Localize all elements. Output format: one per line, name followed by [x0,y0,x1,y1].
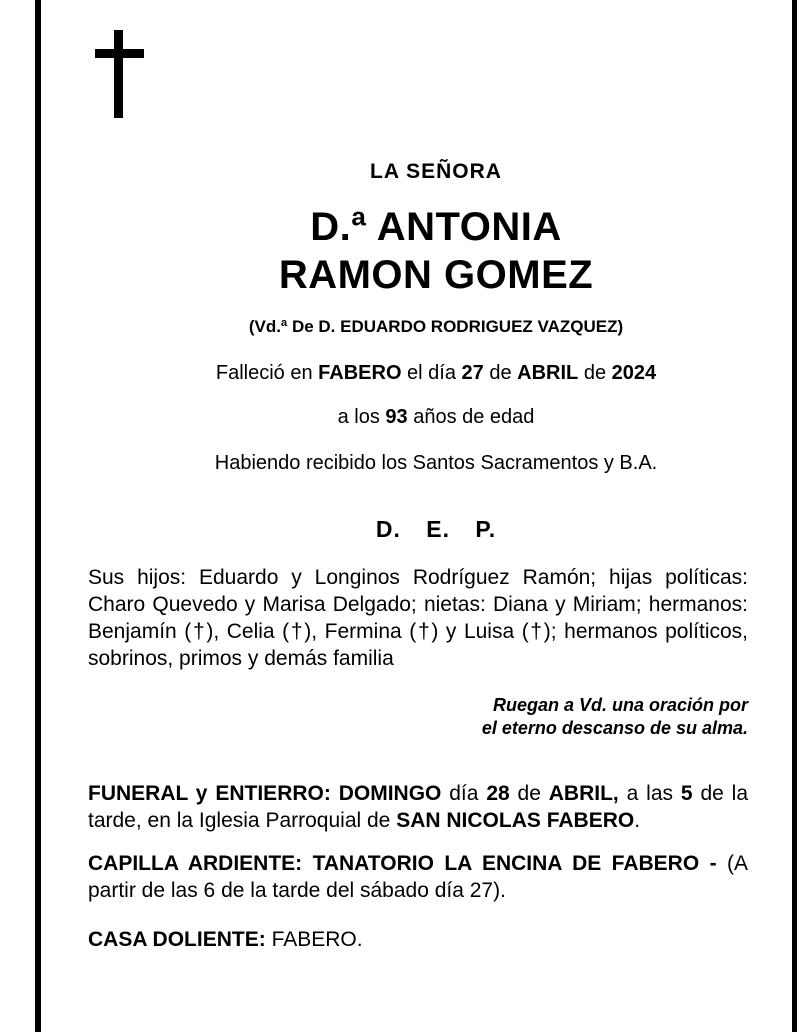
cross-vertical-bar [114,30,123,118]
death-date-line: Falleció en FABERO el día 27 de ABRIL de 2024 [215,362,657,384]
wake-details-paragraph: CAPILLA ARDIENTE: TANATORIO LA ENCINA DE FABERO - (A partir de las 6 de la tarde del sábado día 27). [88,852,748,902]
deceased-name [88,203,748,299]
widow-of-line: (Vd.ª De D. EDUARDO RODRIGUEZ VAZQUEZ) [248,317,624,336]
prayer-line1: Ruegan a Vd. una oración por [492,695,748,715]
dep-abbreviation: D. E. P. [375,516,497,542]
deceased-name-line1: D.ª ANTONIA [310,205,562,249]
left-border-rule [35,0,41,1032]
sacraments-line: Habiendo recibido los Santos Sacramentos y B.A. [214,452,658,474]
prayer-line2: el eterno descanso de su alma. [481,718,748,738]
prayer-request [88,694,748,740]
honorific-heading: LA SEÑORA [370,160,502,183]
right-border-rule [792,0,797,1032]
family-paragraph: Sus hijos: Eduardo y Longinos Rodríguez Ramón; hijas políticas: Charo Quevedo y Marisa Delgado; nietas: Diana y Miriam; hermanos: Benjamín (†), Celia (†), Fermina (†) y Luisa (†); hermanos políticos, sobrinos, primos y demás familia [88,566,748,670]
age-line: a los 93 años de edad [337,406,535,428]
cross-horizontal-bar [95,49,144,58]
funeral-details-paragraph: FUNERAL y ENTIERRO: DOMINGO día 28 de ABRIL, a las 5 de la tarde, en la Iglesia Parroquial de SAN NICOLAS FABERO. [88,782,749,832]
mourning-home-paragraph: CASA DOLIENTE: FABERO. [88,928,363,951]
deceased-name-line2: RAMON GOMEZ [278,253,594,297]
